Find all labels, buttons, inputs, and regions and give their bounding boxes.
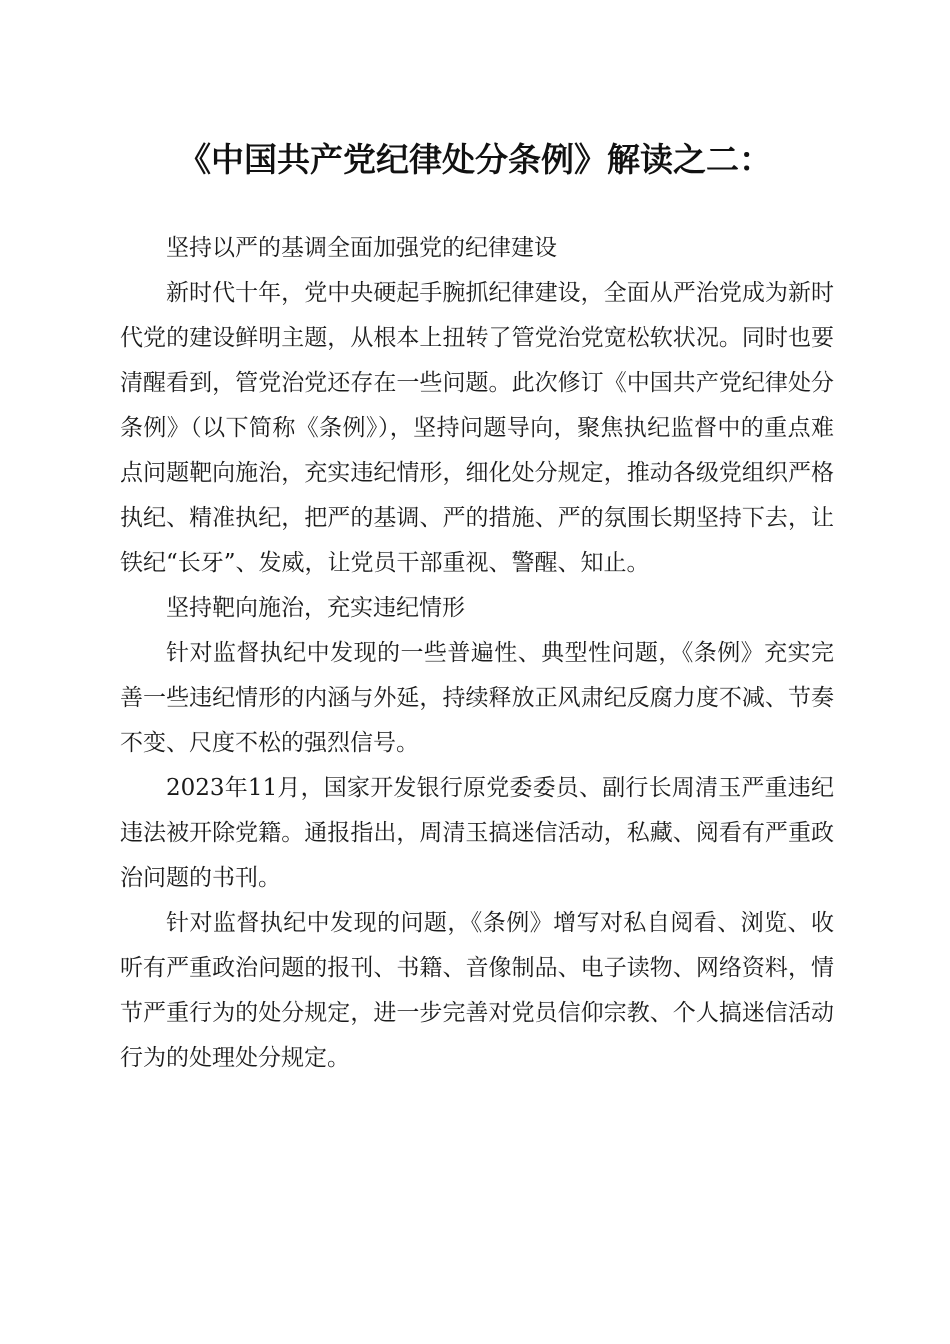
paragraph-provisions: 针对监督执纪中发现的问题，《条例》增写对私自阅看、浏览、收听有严重政治问题的报刊、书籍、音像制品、电子读物、网络资料，情节严重行为的处分规定，进一步完善对党员信仰宗教、个人搞迷信活动行为的处理处分规定。 [120,910,834,1071]
document-title: 《中国共产党纪律处分条例》解读之二： [178,140,772,179]
document-body [120,226,834,1081]
paragraph-intro: 新时代十年，党中央硬起手腕抓纪律建设，全面从严治党成为新时代党的建设鲜明主题，从根本上扭转了管党治党宽松软状况。同时也要清醒看到，管党治党还存在一些问题。此次修订《中国共产党纪律处分条例》（以下简称《条例》），坚持问题导向，聚焦执纪监督中的重点难点问题靶向施治，充实违纪情形，细化处分规定，推动各级党组织严格执纪、精准执纪，把严的基调、严的措施、严的氛围长期坚持下去，让铁纪“长牙”、发威，让党员干部重视、警醒、知止。 [120,280,834,576]
paragraph-case: 2023年11月，国家开发银行原党委委员、副行长周清玉严重违纪违法被开除党籍。通报指出，周清玉搞迷信活动，私藏、阅看有严重政治问题的书刊。 [120,775,834,891]
section-heading-targeted-treatment: 坚持靶向施治，充实违纪情形 [166,595,465,621]
paragraph-targeted: 针对监督执纪中发现的一些普遍性、典型性问题，《条例》充实完善一些违纪情形的内涵与外延，持续释放正风肃纪反腐力度不减、节奏不变、尺度不松的强烈信号。 [120,640,834,756]
section-heading-strict-discipline: 坚持以严的基调全面加强党的纪律建设 [166,235,557,261]
